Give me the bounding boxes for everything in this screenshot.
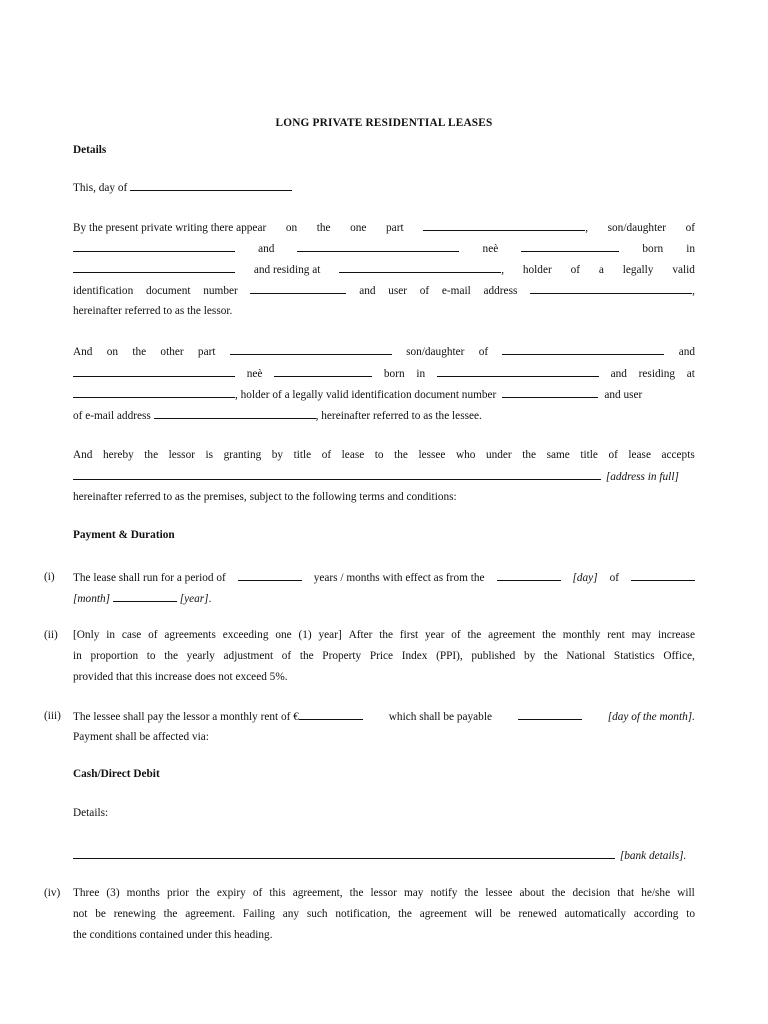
text-segment: agreement. (185, 908, 236, 920)
text-segment: this (269, 887, 286, 899)
text-segment: the (522, 449, 537, 461)
clause-i-line-1 (73, 570, 695, 584)
address-note: [address in full] (605, 471, 679, 483)
text-segment: and residing at (253, 264, 321, 276)
text-segment: Statistics (613, 650, 655, 662)
text-segment: prior (167, 887, 189, 899)
text-segment: son/daughter (607, 222, 666, 234)
lessor-address-blank[interactable] (339, 262, 501, 273)
payment-day-blank[interactable] (518, 709, 582, 720)
details-heading: Details (73, 144, 107, 156)
text-segment: to (146, 650, 156, 662)
text-segment: the (542, 629, 556, 641)
text-segment: [month] (73, 593, 111, 605)
text-segment: of (451, 629, 461, 641)
text-segment: expiry (216, 887, 246, 899)
clause-iv-line-1 (73, 886, 695, 900)
lessee-line-1 (73, 344, 695, 358)
text-segment: [Only (73, 629, 100, 641)
text-segment: And (73, 346, 93, 358)
text-segment: the (551, 887, 566, 899)
text-segment: yearly (186, 650, 215, 662)
text-segment: same (546, 449, 570, 461)
text-segment: in (73, 650, 82, 662)
text-segment: number (203, 285, 238, 297)
date-prefix: This, day of (73, 182, 128, 194)
text-segment: hereby (103, 449, 134, 461)
text-segment: exceeding (222, 629, 269, 641)
text-segment: accepts (661, 449, 695, 461)
text-segment: [day] (572, 572, 598, 584)
text-segment: case (121, 629, 142, 641)
text-segment: at (686, 368, 695, 380)
text-segment: of e-mail address (73, 410, 151, 422)
text-segment: other (160, 346, 184, 358)
text-segment: of (685, 222, 695, 234)
grant-line-2 (73, 469, 679, 484)
text-segment: on (285, 222, 298, 234)
text-segment: By the present private writing there appear (73, 222, 267, 234)
text-segment: . (208, 593, 212, 605)
text-segment: the (467, 629, 482, 641)
text-segment: lease (341, 449, 365, 461)
text-segment: the (196, 887, 210, 899)
details-label: Details: (73, 807, 109, 819)
text-segment: one (350, 222, 367, 234)
text-segment: , (585, 222, 589, 234)
monthly-rent-blank[interactable] (299, 709, 363, 720)
text-segment: renewing (113, 908, 156, 920)
text-segment: such (306, 908, 328, 920)
text-segment: one (275, 629, 292, 641)
text-segment: agreement, (292, 887, 343, 899)
text-segment: legally (622, 264, 654, 276)
lessor-mother-blank[interactable] (297, 241, 459, 252)
text-segment: (PPI), (436, 650, 463, 662)
text-segment: the (394, 449, 408, 461)
text-segment: , (692, 285, 695, 297)
text-segment: document (145, 285, 191, 297)
text-segment: After (348, 629, 373, 641)
text-segment: agreements (164, 629, 216, 641)
text-segment: title (293, 449, 312, 461)
text-segment: , hereinafter referred to as the lessee. (315, 410, 482, 422)
lessee-address-blank[interactable] (73, 387, 235, 398)
text-segment: , (501, 264, 505, 276)
text-segment: automatically (564, 908, 627, 920)
document-title: LONG PRIVATE RESIDENTIAL LEASES (275, 117, 493, 129)
text-segment: granting (223, 449, 262, 461)
bank-details-line (73, 848, 686, 863)
text-segment: agreement (419, 908, 467, 920)
text-segment: lessor (370, 887, 397, 899)
text-segment: renewed (518, 908, 557, 920)
text-segment: in (686, 243, 695, 255)
text-segment: about (519, 887, 545, 899)
text-segment: of (281, 650, 292, 662)
text-segment: the (163, 908, 178, 920)
text-segment: Index (401, 650, 428, 662)
text-segment: first (399, 629, 419, 641)
text-segment: Property (322, 650, 362, 662)
lessor-line-5: hereinafter referred to as the lessor. (73, 305, 233, 317)
text-segment: increase (657, 629, 695, 641)
text-segment: monthly (562, 629, 601, 641)
lessee-name-blank[interactable] (230, 344, 392, 355)
text-segment: will (474, 908, 493, 920)
text-segment: any (282, 908, 300, 920)
payment-heading: Payment & Duration (73, 529, 175, 541)
text-segment: on (106, 346, 119, 358)
text-segment: e-mail (441, 285, 471, 297)
text-segment: agreement (488, 629, 536, 641)
text-segment: by (271, 449, 284, 461)
start-year-blank[interactable] (113, 591, 177, 602)
text-segment: of (570, 264, 581, 276)
text-segment: be (499, 908, 511, 920)
text-segment: (3) (106, 887, 120, 899)
text-segment: year (424, 629, 445, 641)
text-segment: may (631, 629, 652, 641)
text-segment: the (398, 908, 412, 920)
text-segment: and (359, 285, 376, 297)
text-segment: in (106, 629, 115, 641)
text-segment: and (610, 368, 627, 380)
lessor-name-blank[interactable] (423, 220, 585, 231)
clause-ii-line-2 (73, 649, 695, 663)
text-segment: in (416, 368, 426, 380)
text-segment: the (464, 887, 479, 899)
text-segment: neè (482, 243, 499, 255)
text-segment: lease (628, 449, 651, 461)
text-segment: the (379, 629, 394, 641)
text-segment: years / months with effect as from the (313, 572, 485, 584)
text-segment: part (386, 222, 404, 234)
text-segment: The lessee shall pay the lessor a monthly rent of € (73, 711, 299, 723)
lessee-maiden-blank[interactable] (274, 366, 372, 377)
clause-iv-number: (iv) (44, 887, 61, 899)
text-segment: according (633, 908, 679, 920)
text-segment: holder (522, 264, 552, 276)
clause-iv-line-3: the conditions contained under this heading. (73, 929, 273, 941)
lessee-line-4 (73, 408, 482, 423)
lessee-email-blank[interactable] (154, 408, 316, 419)
clause-iv-line-2 (73, 907, 695, 921)
text-segment: born (642, 243, 664, 255)
lessor-email-blank[interactable] (530, 283, 692, 294)
text-segment: the (349, 887, 364, 899)
text-segment: the (299, 650, 314, 662)
premises-address-blank[interactable] (73, 469, 601, 480)
text-segment: and (678, 346, 695, 358)
text-segment: be (95, 908, 106, 920)
text-segment: lessee (418, 449, 446, 461)
date-line (73, 180, 292, 195)
text-segment: adjustment (223, 650, 274, 662)
text-segment: decision (572, 887, 611, 899)
text-segment: of (419, 285, 430, 297)
text-segment: that (617, 887, 635, 899)
grant-line-1 (73, 448, 695, 462)
text-segment: National (566, 650, 606, 662)
text-segment: part (197, 346, 216, 358)
text-segment: to (374, 449, 384, 461)
text-segment: born (383, 368, 405, 380)
clause-ii-line-1 (73, 628, 695, 642)
text-segment: title (580, 449, 598, 461)
text-segment: proportion (90, 650, 139, 662)
lessor-line-1 (73, 220, 695, 234)
lessee-line-3 (73, 387, 695, 401)
lessor-id-blank[interactable] (250, 283, 346, 294)
cash-heading: Cash/Direct Debit (73, 768, 160, 780)
lessee-birthplace-blank[interactable] (437, 366, 599, 377)
text-segment: of (148, 629, 158, 641)
text-segment: lessor (168, 449, 195, 461)
text-segment: of (609, 572, 619, 584)
text-segment: And (73, 449, 93, 461)
clause-iii-number: (iii) (44, 710, 61, 722)
date-blank[interactable] (130, 180, 292, 191)
text-segment: rent (607, 629, 625, 641)
text-segment: , holder of a legally valid identification document number (235, 389, 497, 401)
clause-i-line-2 (73, 591, 211, 606)
text-segment: lessee (485, 887, 513, 899)
lessor-line-4 (73, 283, 695, 297)
text-segment: published (471, 650, 516, 662)
clause-iii-line-2: Payment shall be affected via: (73, 731, 209, 743)
text-segment: Failing (242, 908, 275, 920)
text-segment: the (132, 346, 147, 358)
text-segment: address (483, 285, 518, 297)
text-segment: the (144, 449, 159, 461)
text-segment: of (478, 346, 489, 358)
text-segment: the (164, 650, 179, 662)
text-segment: is (205, 449, 214, 461)
text-segment: Office, (663, 650, 695, 662)
bank-details-blank[interactable] (73, 848, 615, 859)
text-segment: The lease shall run for a period of (73, 572, 226, 584)
lessor-line-2 (73, 241, 695, 255)
text-segment: of (608, 449, 618, 461)
text-segment: will (677, 887, 695, 899)
start-day-blank[interactable] (497, 570, 561, 581)
text-segment: residing (638, 368, 676, 380)
text-segment: the (316, 222, 331, 234)
text-segment: Three (73, 887, 100, 899)
text-segment: may (403, 887, 424, 899)
clause-iii-line-1 (73, 709, 695, 723)
text-segment: [day of the month]. (607, 711, 695, 723)
text-segment: who (455, 449, 476, 461)
text-segment: he/she (641, 887, 671, 899)
lessee-father-blank[interactable] (502, 344, 664, 355)
text-segment: notification, (335, 908, 391, 920)
text-segment: under (485, 449, 512, 461)
text-segment: which shall be payable (388, 711, 492, 723)
text-segment: notify (430, 887, 458, 899)
text-segment: of (252, 887, 263, 899)
text-segment: son/daughter (406, 346, 465, 358)
lessee-id-blank[interactable] (502, 387, 598, 398)
lessee-line-2 (73, 366, 695, 380)
lessee-mother-blank[interactable] (73, 366, 235, 377)
lessor-maiden-blank[interactable] (521, 241, 619, 252)
text-segment: to (686, 908, 695, 920)
text-segment: Price (369, 650, 394, 662)
text-segment: neè (246, 368, 263, 380)
lessor-birthplace-blank[interactable] (73, 262, 235, 273)
text-segment: and user (604, 389, 643, 401)
clause-ii-line-3: provided that this increase does not exceed 5%. (73, 671, 288, 683)
text-segment: user (388, 285, 408, 297)
text-segment: the (543, 650, 558, 662)
text-segment: a (598, 264, 604, 276)
lessor-father-blank[interactable] (73, 241, 235, 252)
text-segment: and (258, 243, 275, 255)
text-segment: by (523, 650, 536, 662)
lease-period-blank[interactable] (238, 570, 302, 581)
clause-i-number: (i) (44, 571, 55, 583)
grant-line-3: hereinafter referred to as the premises, subject to the following terms and conditions: (73, 491, 457, 503)
bank-note: [bank details]. (619, 850, 687, 862)
text-segment: (1) (298, 629, 312, 641)
text-segment: year] (318, 629, 342, 641)
lessor-line-3 (73, 262, 695, 276)
text-segment: [year] (179, 593, 209, 605)
text-segment: not (73, 908, 88, 920)
text-segment: valid (672, 264, 695, 276)
text-segment: of (321, 449, 332, 461)
start-month-blank[interactable] (631, 570, 695, 581)
text-segment: identification (73, 285, 134, 297)
text-segment: months (126, 887, 160, 899)
clause-ii-number: (ii) (44, 629, 58, 641)
